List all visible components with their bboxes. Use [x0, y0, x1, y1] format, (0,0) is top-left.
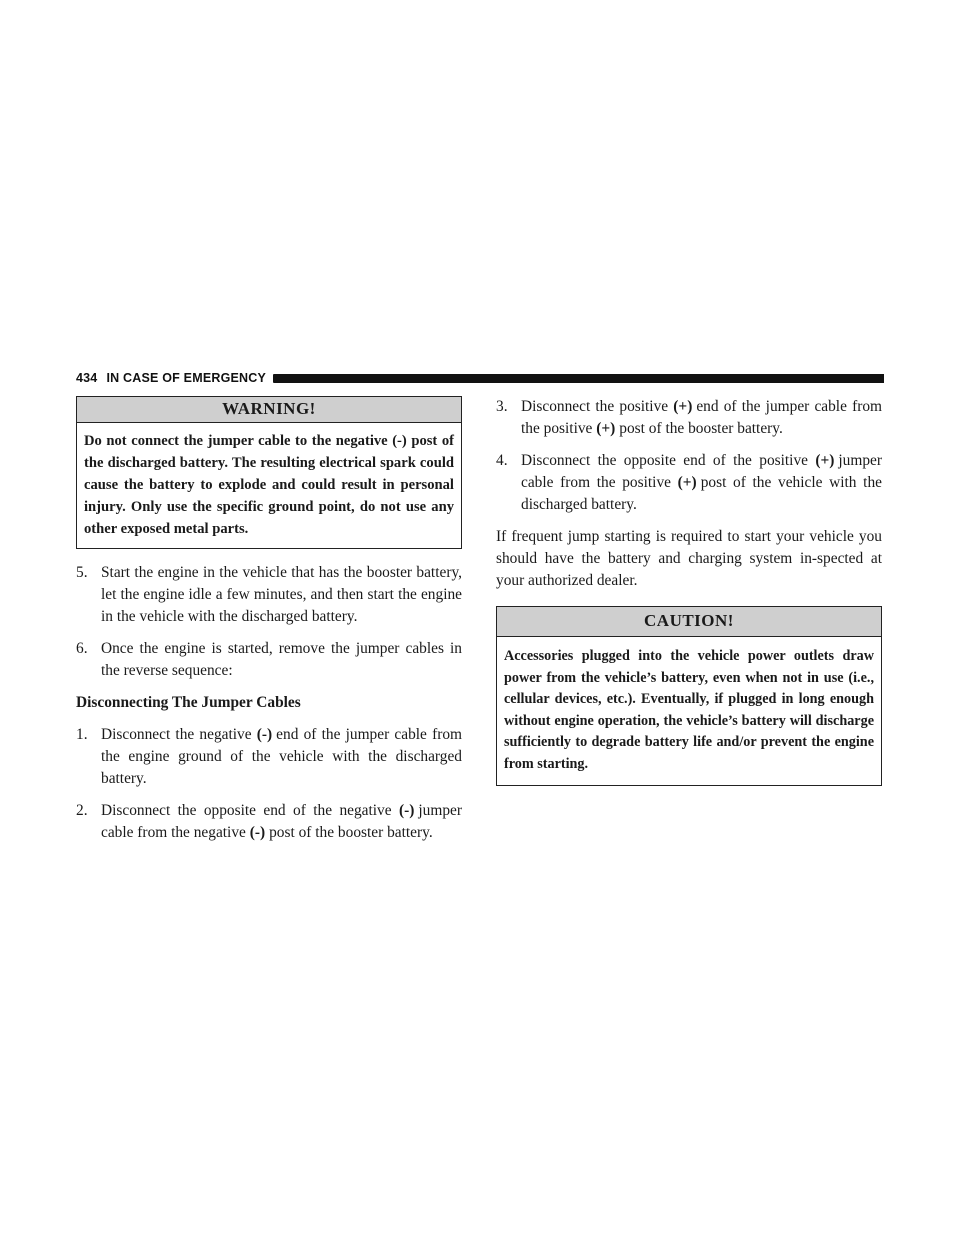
section-title: IN CASE OF EMERGENCY	[106, 371, 267, 385]
caution-title: CAUTION!	[497, 607, 881, 637]
left-column	[76, 396, 462, 854]
page-number: 434	[76, 371, 98, 385]
caution-text: Accessories plugged into the vehicle power outlets draw power from the vehicle’s battery, even when not in use (i.e., cellular devices, etc.). Eventually, if plugged in long enough without engine operation, the vehicle’s battery will discharge sufficiently to degrade battery life and/or prevent the engine from starting.	[504, 648, 874, 772]
step-6: 6. Once the engine is started, remove the jumper cables in the reverse sequence:	[76, 640, 462, 679]
disconnect-step-3: 3. Disconnect the positive (+) end of the jumper cable from the positive (+) post of the booster battery.	[496, 398, 882, 437]
frequent-jump-paragraph: If frequent jump starting is required to start your vehicle you should have the battery and charging system in-spected at your authorized dealer.	[496, 528, 882, 589]
disconnect-step-1: 1. Disconnect the negative (-) end of the jumper cable from the engine ground of the vehicle with the discharged battery.	[76, 726, 462, 787]
warning-text: Do not connect the jumper cable to the negative (-) post of the discharged battery. The resulting electrical spark could cause the battery to explode and could result in personal injury. Only use the specific ground point, do not use any other exposed metal parts.	[84, 433, 454, 537]
header-rule	[273, 374, 884, 383]
right-column	[496, 396, 882, 799]
subheading: Disconnecting The Jumper Cables	[76, 694, 301, 711]
warning-title: WARNING!	[77, 397, 461, 423]
step-5: 5. Start the engine in the vehicle that has the booster battery, let the engine idle a few minutes, and then start the engine in the vehicle with the discharged battery.	[76, 564, 462, 625]
disconnect-step-2: 2. Disconnect the opposite end of the negative (-) jumper cable from the negative (-) post of the booster battery.	[76, 802, 462, 841]
page-header	[76, 369, 884, 387]
caution-box	[496, 606, 882, 786]
warning-box	[76, 396, 462, 549]
disconnect-step-4: 4. Disconnect the opposite end of the positive (+) jumper cable from the positive (+) post of the vehicle with the discharged battery.	[496, 452, 882, 513]
